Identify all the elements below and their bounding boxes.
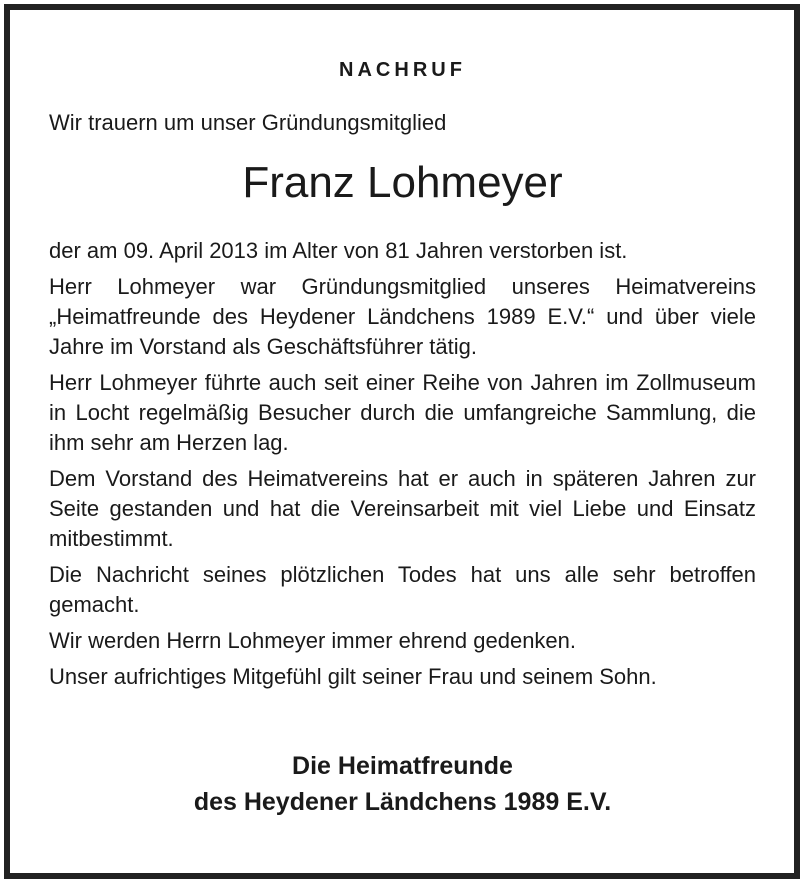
signature-block <box>49 748 756 820</box>
paragraph-board: Dem Vorstand des Heimatvereins hat er auch in späteren Jahren zur Seite gestanden und hat die Vereinsarbeit mit viel Liebe und Einsatz mitbestimmt. <box>49 466 756 551</box>
deceased-name: Franz Lohmeyer <box>242 158 563 207</box>
paragraph-remembrance: Wir werden Herrn Lohmeyer immer ehrend gedenken. <box>49 628 577 653</box>
paragraph-death-date: der am 09. April 2013 im Alter von 81 Jahren verstorben ist. <box>49 238 628 263</box>
paragraph-news: Die Nachricht seines plötzlichen Todes hat uns alle sehr betroffen gemacht. <box>49 562 756 617</box>
intro-line: Wir trauern um unser Gründungsmitglied <box>49 110 447 135</box>
obituary-frame <box>4 4 800 879</box>
signature-line-2: des Heydener Ländchens 1989 E.V. <box>193 788 612 816</box>
paragraph-condolence: Unser aufrichtiges Mitgefühl gilt seiner Frau und seinem Sohn. <box>49 664 657 689</box>
signature-line-1: Die Heimatfreunde <box>292 752 513 780</box>
obituary-heading: NACHRUF <box>339 59 466 81</box>
paragraph-founding-member: Herr Lohmeyer war Gründungsmitglied unseres Heimatvereins „Heimatfreunde des Heydener Ländchens 1989 E.V.“ und über viele Jahre im Vorstand als Geschäftsführer tätig. <box>49 274 756 359</box>
paragraph-museum: Herr Lohmeyer führte auch seit einer Reihe von Jahren im Zollmuseum in Locht regelmäßig Besucher durch die umfangreiche Sammlung, die ihm sehr am Herzen lag. <box>49 370 756 455</box>
obituary-body <box>49 236 756 698</box>
